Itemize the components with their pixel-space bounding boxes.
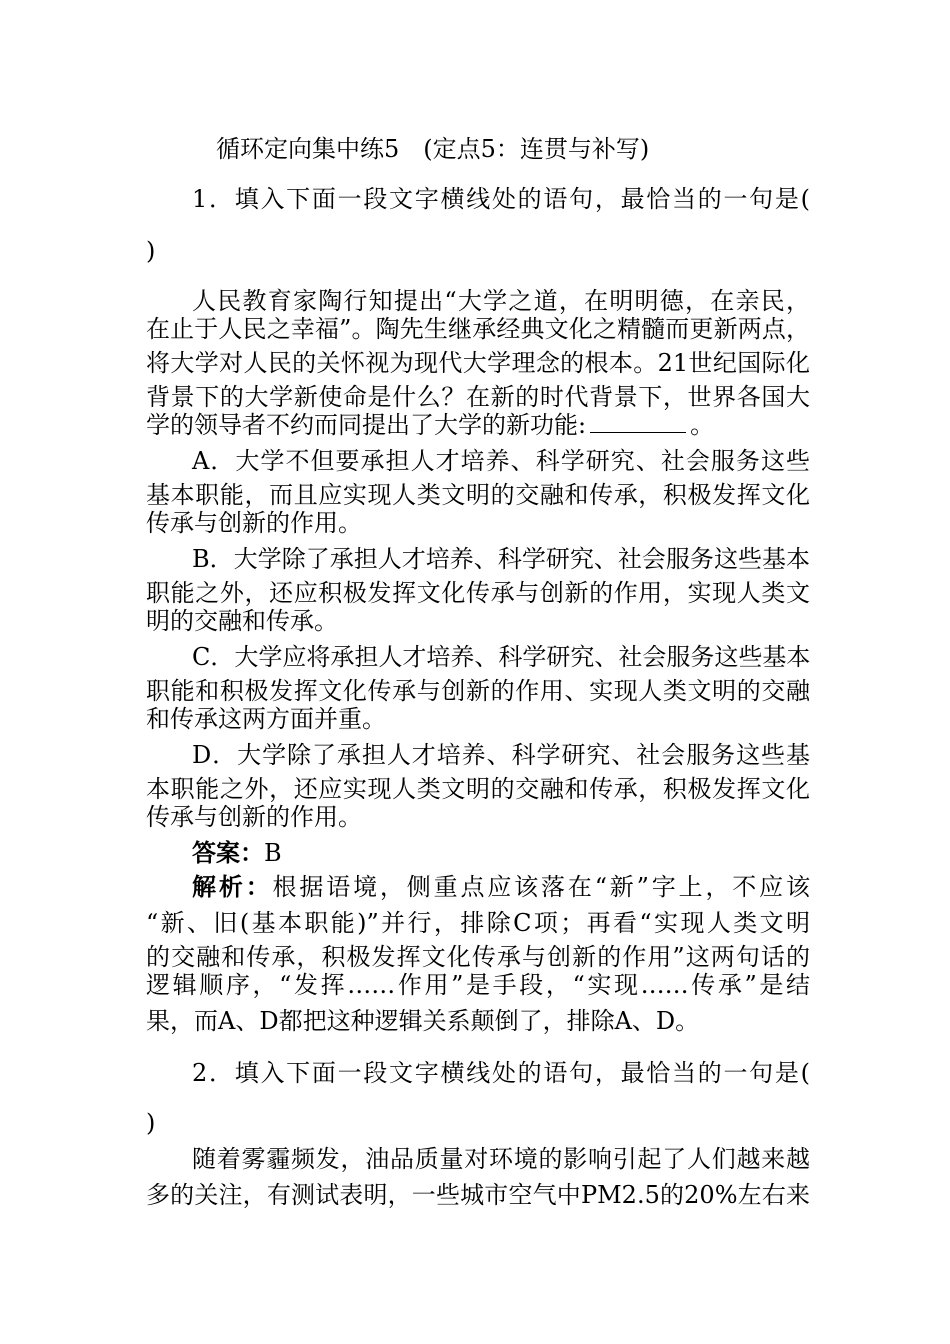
analysis-label: 解析： [192,872,273,901]
page-title: 循环定向集中练5 (定点5：连贯与补写) [216,135,650,163]
q1-passage-line: 人民教育家陶行知提出“大学之道，在明明德，在亲民， [192,287,810,315]
analysis-line: 的交融和传承，积极发挥文化传承与创新的作用”这两句话的 [146,943,810,971]
option-c-line: 和传承这两方面并重。 [146,705,386,733]
analysis-line: “新、旧(基本职能)”并行，排除C项；再看“实现人类文明 [146,909,810,937]
option-b-line: 职能之外，还应积极发挥文化传承与创新的作用，实现人类文 [146,579,810,607]
option-c-line: C．大学应将承担人才培养、科学研究、社会服务这些基本 [192,643,811,671]
answer-blank [590,412,686,433]
option-a-line: A．大学不但要承担人才培养、科学研究、社会服务这些 [192,447,810,475]
q1-passage-period: 。 [690,411,715,439]
option-b-line: 明的交融和传承。 [146,607,338,635]
q2-stem: 2．填入下面一段文字横线处的语句，最恰当的一句是( [192,1059,810,1087]
analysis-text: 根据语境，侧重点应该落在“新”字上，不应该 [272,873,811,901]
q1-stem: 1．填入下面一段文字横线处的语句，最恰当的一句是( [192,185,810,213]
answer-value: B [264,839,282,867]
q1-stem-end: ) [146,237,156,265]
q2-stem-end: ) [146,1109,156,1137]
q2-passage-line: 多的关注，有测试表明，一些城市空气中PM2.5的20%左右来 [146,1181,810,1209]
q1-passage-line: 将大学对人民的关怀视为现代大学理念的根本。21世纪国际化 [146,349,810,377]
answer-line [192,838,810,868]
q2-passage-line: 随着雾霾频发，油品质量对环境的影响引起了人们越来越 [192,1145,810,1173]
option-d-line: D．大学除了承担人才培养、科学研究、社会服务这些基 [192,741,810,769]
analysis-line [192,872,810,902]
option-d-line: 本职能之外，还应实现人类文明的交融和传承，积极发挥文化 [146,775,810,803]
analysis-line: 果，而A、D都把这种逻辑关系颠倒了，排除A、D。 [146,1007,700,1035]
q1-passage-line-with-blank [146,410,810,440]
option-d-line: 传承与创新的作用。 [146,803,362,831]
q1-passage-line: 背景下的大学新使命是什么？在新的时代背景下，世界各国大 [146,383,810,411]
q1-passage-text: 学的领导者不约而同提出了大学的新功能: [146,411,587,439]
option-b-line: B．大学除了承担人才培养、科学研究、社会服务这些基本 [192,545,810,573]
option-a-line: 基本职能，而且应实现人类文明的交融和传承，积极发挥文化 [146,481,810,509]
q1-passage-line: 在止于人民之幸福”。陶先生继承经典文化之精髓而更新两点， [146,315,810,343]
analysis-line: 逻辑顺序，“发挥……作用”是手段，“实现……传承”是结 [146,971,810,999]
option-a-line: 传承与创新的作用。 [146,509,362,537]
answer-label: 答案： [192,838,264,867]
option-c-line: 职能和积极发挥文化传承与创新的作用、实现人类文明的交融 [146,677,810,705]
